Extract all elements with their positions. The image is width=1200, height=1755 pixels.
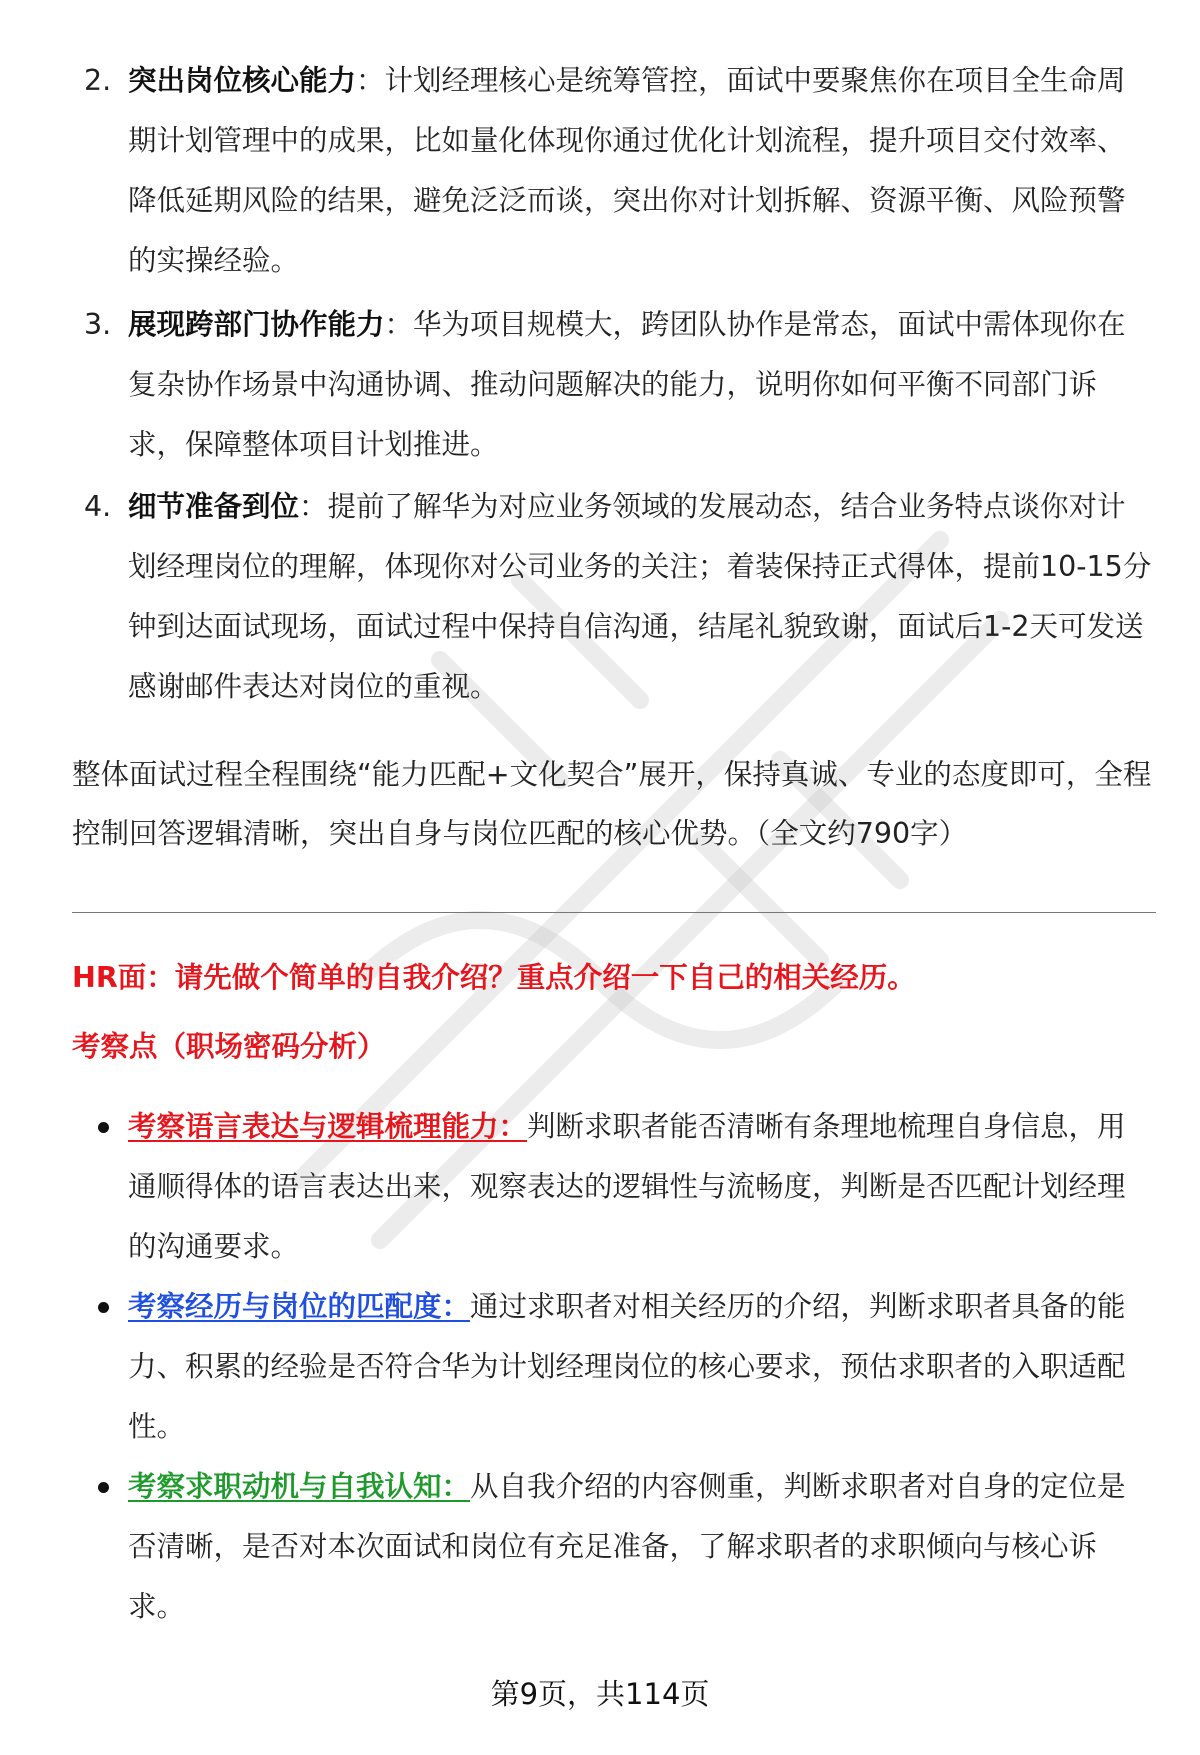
- assessment-bullet: [72, 1457, 1152, 1637]
- item-number: 4.: [84, 490, 112, 523]
- item-heading: 展现跨部门协作能力: [128, 308, 385, 341]
- item-separator: ：: [356, 64, 385, 97]
- section-divider: [72, 912, 1156, 913]
- bullet-dot: [98, 1302, 109, 1313]
- item-separator: ：: [299, 490, 328, 523]
- hr-question-heading: HR面：请先做个简单的自我介绍？重点介绍一下自己的相关经历。: [72, 961, 916, 994]
- bullet-heading: 考察语言表达与逻辑梳理能力：: [128, 1110, 528, 1143]
- item-text: 提前了解华为对应业务领域的发展动态，结合业务特点谈你对计划经理岗位的理解，体现你对公司业务的关注；着装保持正式得体，提前10-15分钟到达面试现场，面试过程中保持自信沟通，结尾礼貌致谢，面试后1-2天可发送感谢邮件表达对岗位的重视。: [128, 490, 1152, 703]
- bullet-dot: [98, 1482, 109, 1493]
- summary-paragraph: 整体面试过程全程围绕“能力匹配+文化契合”展开，保持真诚、专业的态度即可，全程控制回答逻辑清晰，突出自身与岗位匹配的核心优势。（全文约790字）: [72, 758, 1152, 850]
- bullet-text: 从自我介绍的内容侧重，判断求职者对自身的定位是否清晰，是否对本次面试和岗位有充足准备，了解求职者的求职倾向与核心诉求。: [128, 1470, 1126, 1623]
- bullet-text: 判断求职者能否清晰有条理地梳理自身信息，用通顺得体的语言表达出来，观察表达的逻辑性与流畅度，判断是否匹配计划经理的沟通要求。: [128, 1110, 1126, 1263]
- numbered-item: [72, 51, 1152, 291]
- assessment-bullet: [72, 1097, 1152, 1277]
- item-heading: 突出岗位核心能力: [128, 64, 357, 97]
- item-separator: ：: [384, 308, 414, 341]
- item-text: 计划经理核心是统筹管控，面试中要聚焦你在项目全生命周期计划管理中的成果，比如量化体现你通过优化计划流程，提升项目交付效率、降低延期风险的结果，避免泛泛而谈，突出你对计划拆解、资源平衡、风险预警的实操经验。: [128, 64, 1126, 277]
- page-number-footer: 第9页，共114页: [490, 1677, 710, 1711]
- bullet-text: 通过求职者对相关经历的介绍，判断求职者具备的能力、积累的经验是否符合华为计划经理岗位的核心要求，预估求职者的入职适配性。: [128, 1290, 1126, 1443]
- item-number: 2.: [84, 64, 112, 97]
- numbered-item: [72, 295, 1152, 475]
- assessment-points-title: 考察点（职场密码分析）: [72, 1030, 386, 1063]
- item-text: 华为项目规模大，跨团队协作是常态，面试中需体现你在复杂协作场景中沟通协调、推动问题解决的能力，说明你如何平衡不同部门诉求，保障整体项目计划推进。: [128, 308, 1126, 461]
- bullet-dot: [98, 1122, 109, 1133]
- item-heading: 细节准备到位: [128, 490, 300, 523]
- numbered-item: [72, 477, 1152, 717]
- bullet-heading: 考察经历与岗位的匹配度：: [128, 1290, 471, 1323]
- bullet-heading: 考察求职动机与自我认知：: [128, 1470, 471, 1503]
- assessment-bullet: [72, 1277, 1152, 1457]
- item-number: 3.: [84, 308, 112, 341]
